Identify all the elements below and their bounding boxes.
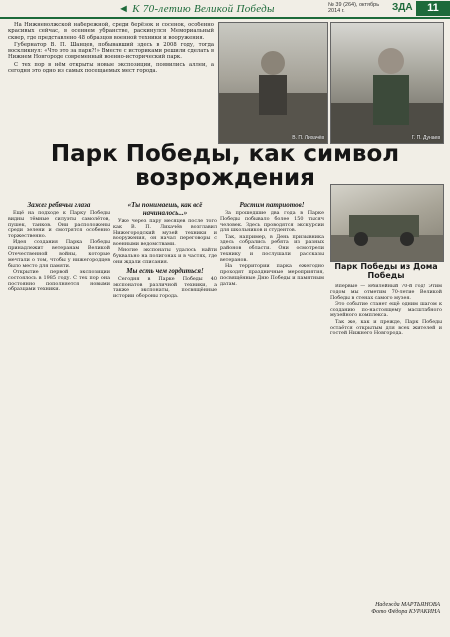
sidebar-text-2: Это событие станет ещё одним шагом к созданию по-настоящему масштабного музейного комплекса. (330, 300, 442, 319)
sidebar-heading: Парк Победы из Дома Победы (334, 262, 438, 280)
column-3-subheading: Растим патриотов! (239, 201, 305, 209)
photo-placeholder-icon (331, 23, 443, 143)
photo-veteran-medals (330, 22, 444, 144)
photo-veteran-speech (218, 22, 328, 144)
sidebar-text-1: Впервые — юбилейный 70-й год! Этим годом мы отметим 70-летие Великой Победы в стенах самого музея. (330, 284, 442, 301)
lead-paragraph (8, 22, 214, 140)
rubric-title: К 70-летию Великой Победы (132, 2, 275, 15)
column-2-text-1: Уже через пару месяцев после того как В. П. Лихачёв возглавил Нижегородский музей техники и вооружения, он начал переговоры с военными ведомствами. (113, 218, 217, 248)
sidebar-text-3: Так же, как и прежде, Парк Победы остаётся открытым для всех жителей и гостей Нижнего Новгорода. (330, 318, 442, 337)
column-1-text-1: Ещё на подходе к Парку Победы видны тёмные силуэты самолётов, пушек, танков. Они расположены среди зелени и смотрятся особенно торжественно. (8, 210, 110, 240)
sidebar-column (330, 284, 442, 600)
photo-credit: Фото Фёдора КУРАКИНА (371, 609, 440, 615)
photo-placeholder-icon (219, 23, 327, 143)
column-1-text-2: Идея создания Парка Победы принадлежит ветеранам Великой Отечественной войны, которые мечтали о том, чтобы у нижегородцев было место для памяти. (8, 239, 110, 269)
article-column-1 (8, 200, 110, 630)
issue-info: № 39 (264), октябрь 2014 г. (328, 2, 380, 14)
column-2-text-2: Многие экспонаты удалось найти буквально на полигонах и в частях, где они ждали списания. (113, 247, 217, 266)
article-headline: Парк Победы, как символ возрождения (50, 141, 400, 191)
rubric-arrow-icon: ◄ (118, 2, 130, 15)
lead-text-2: Губернатор В. П. Шанцев, побывавший здесь в 2008 году, тогда воскликнул: «Что это за парк?!» Вместе с историками решили сделать в Нижнем Новгороде современный военно-исторический парк. (8, 41, 214, 61)
article-column-3 (220, 200, 324, 630)
lead-text-3: С тех пор в нём открыты новые экспозиции, появились аллеи, а сегодня это одно из самых посещаемых мест города. (8, 61, 214, 75)
newspaper-logo: ЗДА (392, 2, 413, 13)
section-rubric (118, 3, 275, 15)
column-1-subheading: Зажег ребячьи глаза (27, 201, 91, 209)
vehicle-photo-icon (331, 185, 443, 261)
column-3-text-1: За прошедшие два года в Парке Победы побывало более 150 тысяч человек. Здесь проводятся экскурсии для школьников и студентов. (220, 210, 324, 234)
article-byline (332, 602, 440, 616)
column-1-text-3: Открытие первой экспозиции состоялось в 1985 году. С тех пор она постоянно пополняется новыми образцами техники. (8, 268, 110, 293)
column-3-text-3: На территории парка ежегодно проходят праздничные мероприятия, посвящённые Дню Победы и памятным датам. (220, 263, 324, 287)
column-3-text-2: Так, например, в День призывника здесь собрались ребята из разных районов области. Они осмотрели технику и послушали рассказы ветеранов. (220, 233, 324, 263)
author-name: Надежда МАРТЬЯНОВА (375, 602, 440, 608)
photo-2-caption: Г. П. Дунаев (411, 135, 440, 141)
photo-1-caption: В. П. Лихачёв (292, 135, 324, 141)
article-column-2 (113, 200, 217, 630)
photo-military-vehicle (330, 184, 444, 262)
column-2-subheading-2: Мы есть чем гордиться! (126, 266, 204, 275)
column-2-text-3: Сегодня в Парке Победы 40 экспонатов различной техники, а также экспонаты, посвящённые истории обороны города. (113, 275, 217, 300)
lead-text-1: На Нижневолжской набережной, среди берёзок и сосенок, особенно красивых сейчас, в осеннем убранстве, раскинулся Мемориальный сквер, где представлено 48 образцов военной техники и вооружения. (8, 22, 214, 41)
page-header (0, 0, 450, 19)
page-number: 11 (416, 1, 450, 16)
column-2-subheading: «Ты понимаешь, как всё начиналось...» (127, 201, 203, 217)
